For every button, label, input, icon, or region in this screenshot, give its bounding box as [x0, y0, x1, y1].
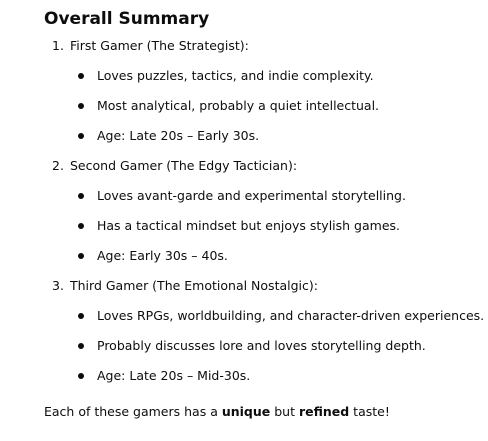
- closing-text: taste!: [349, 404, 390, 419]
- gamer-item-1: [44, 37, 484, 145]
- bullet-icon: [78, 253, 84, 259]
- trait-text: Loves puzzles, tactics, and indie complexity.: [97, 68, 374, 83]
- summary-heading: Overall Summary: [44, 9, 210, 29]
- bullet-icon: [78, 193, 84, 199]
- trait-list: [44, 67, 484, 145]
- trait-text: Probably discusses lore and loves storytelling depth.: [97, 338, 426, 353]
- trait-item: [44, 307, 484, 325]
- trait-item: [44, 337, 484, 355]
- trait-item: [44, 97, 484, 115]
- gamer-title: [44, 277, 484, 295]
- gamer-item-3: [44, 277, 484, 385]
- gamer-list: [44, 37, 484, 385]
- gamer-title-text: Third Gamer (The Emotional Nostalgic):: [70, 278, 318, 293]
- trait-text: Loves avant-garde and experimental storytelling.: [97, 188, 406, 203]
- bullet-icon: [78, 343, 84, 349]
- gamer-item-2: [44, 157, 484, 265]
- list-number: 3.: [52, 278, 64, 293]
- trait-text: Most analytical, probably a quiet intellectual.: [97, 98, 380, 113]
- closing-text: but: [270, 404, 299, 419]
- bullet-icon: [78, 133, 84, 139]
- trait-item: [44, 187, 484, 205]
- gamer-title-text: Second Gamer (The Edgy Tactician):: [70, 158, 298, 173]
- trait-list: [44, 187, 484, 265]
- gamer-title-text: First Gamer (The Strategist):: [70, 38, 249, 53]
- closing-sentence: [44, 403, 484, 421]
- trait-item: [44, 217, 484, 235]
- trait-item: [44, 127, 484, 145]
- closing-text: Each of these gamers has a: [44, 404, 222, 419]
- trait-text: Has a tactical mindset but enjoys stylish games.: [97, 218, 401, 233]
- list-number: 1.: [52, 38, 64, 53]
- trait-item: [44, 67, 484, 85]
- trait-list: [44, 307, 484, 385]
- trait-item: [44, 367, 484, 385]
- list-number: 2.: [52, 158, 64, 173]
- gamer-title: [44, 37, 484, 55]
- bullet-icon: [78, 223, 84, 229]
- trait-text: Age: Late 20s – Mid-30s.: [97, 368, 251, 383]
- bullet-icon: [78, 73, 84, 79]
- bullet-icon: [78, 373, 84, 379]
- bullet-icon: [78, 313, 84, 319]
- trait-text: Age: Early 30s – 40s.: [97, 248, 228, 263]
- trait-text: Loves RPGs, worldbuilding, and character-driven experiences.: [97, 308, 485, 323]
- trait-text: Age: Late 20s – Early 30s.: [97, 128, 260, 143]
- closing-emphasis: unique: [221, 404, 271, 419]
- closing-emphasis: refined: [298, 404, 350, 419]
- trait-item: [44, 247, 484, 265]
- bullet-icon: [78, 103, 84, 109]
- summary-content: [44, 6, 484, 421]
- gamer-title: [44, 157, 484, 175]
